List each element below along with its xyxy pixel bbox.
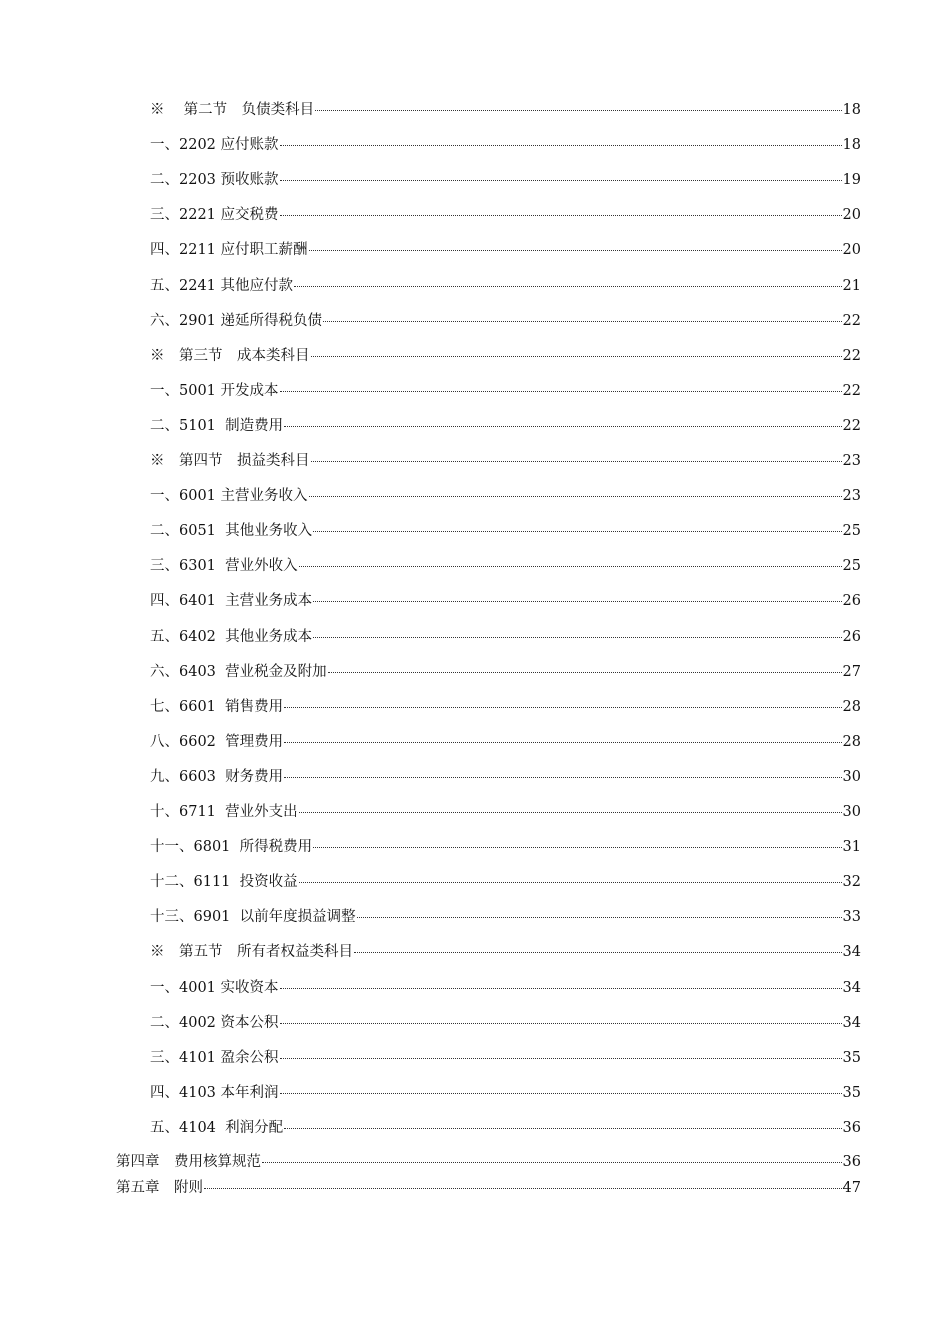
- toc-entry-title: 一、4001 实收资本: [150, 979, 279, 996]
- toc-entry-title: 一、2202 应付账款: [150, 137, 279, 154]
- toc-entry-title: 十、6711 营业外支出: [150, 804, 298, 820]
- dot-leader: [280, 1022, 842, 1024]
- toc-entry-title: 二、2203 预收账款: [150, 172, 279, 189]
- toc-entry-page-number: 19: [842, 172, 861, 189]
- toc-entry[interactable]: [150, 908, 861, 926]
- toc-entry[interactable]: [150, 663, 861, 681]
- toc-entry-title: 三、6301 营业外收入: [150, 558, 298, 575]
- toc-entry-page-number: 25: [842, 523, 861, 540]
- toc-entry-title: 四、4103 本年利润: [150, 1084, 279, 1101]
- toc-entry-page-number: 21: [842, 277, 861, 294]
- dot-leader: [284, 706, 841, 708]
- toc-entry[interactable]: [116, 1179, 861, 1197]
- toc-entry[interactable]: [150, 698, 861, 716]
- toc-entry-page-number: 35: [842, 1084, 861, 1101]
- toc-entry-page-number: 33: [842, 909, 861, 926]
- toc-entry-title: 五、4104 利润分配: [150, 1119, 284, 1136]
- toc-entry[interactable]: [116, 1153, 861, 1171]
- toc-entry-page-number: 22: [842, 347, 861, 364]
- toc-entry-title: ※ 第四节 损益类科目: [150, 453, 310, 469]
- toc-entry-title: 四、2211 应付职工薪酬: [150, 242, 308, 259]
- toc-entry-title: ※ 第五节 所有者权益类科目: [150, 944, 353, 961]
- toc-entry-page-number: 26: [842, 628, 861, 645]
- toc-entry-title: 五、2241 其他应付款: [150, 277, 294, 294]
- toc-entry-page-number: 20: [842, 242, 861, 259]
- toc-entry-page-number: 34: [842, 944, 861, 961]
- toc-entry[interactable]: [150, 1014, 861, 1032]
- dot-leader: [311, 355, 842, 357]
- toc-entry-page-number: 22: [842, 312, 861, 329]
- toc-entry[interactable]: [150, 277, 861, 295]
- toc-entry[interactable]: [150, 312, 861, 330]
- toc-entry-page-number: 34: [842, 979, 861, 996]
- toc-entry-page-number: 18: [842, 102, 861, 118]
- toc-entry-title: 一、6001 主营业务收入: [150, 488, 308, 505]
- dot-leader: [280, 144, 842, 146]
- dot-leader: [294, 285, 842, 287]
- toc-entry[interactable]: [150, 171, 861, 189]
- dot-leader: [313, 846, 841, 848]
- toc-entry[interactable]: [150, 592, 861, 610]
- dot-leader: [299, 881, 842, 883]
- toc-entry-page-number: 20: [842, 207, 861, 224]
- dot-leader: [280, 214, 842, 216]
- toc-entry[interactable]: [150, 452, 861, 470]
- toc-entry-title: 三、4101 盈余公积: [150, 1049, 279, 1066]
- dot-leader: [313, 600, 841, 602]
- toc-entry-title: 第五章 附则: [116, 1180, 203, 1196]
- dot-leader: [354, 951, 842, 953]
- toc-entry[interactable]: [150, 101, 861, 119]
- toc-entry-page-number: 31: [842, 839, 861, 856]
- toc-entry-page-number: 22: [842, 382, 861, 399]
- toc-entry[interactable]: [150, 206, 861, 224]
- toc-entry[interactable]: [150, 487, 861, 505]
- dot-leader: [328, 671, 842, 673]
- dot-leader: [299, 565, 842, 567]
- toc-entry[interactable]: [150, 417, 861, 435]
- dot-leader: [357, 916, 842, 918]
- dot-leader: [280, 179, 842, 181]
- toc-entry-page-number: 28: [842, 733, 861, 750]
- toc-entry[interactable]: [150, 873, 861, 891]
- toc-entry[interactable]: [150, 803, 861, 821]
- toc-entry-title: 六、2901 递延所得税负债: [150, 312, 323, 329]
- toc-entry-title: 第四章 费用核算规范: [116, 1154, 261, 1170]
- dot-leader: [299, 811, 842, 813]
- toc-entry-title: ※ 第二节 负债类科目: [150, 102, 315, 118]
- dot-leader: [280, 1057, 842, 1059]
- dot-leader: [315, 109, 841, 111]
- dot-leader: [313, 530, 841, 532]
- toc-entry-title: 十一、6801 所得税费用: [150, 839, 313, 856]
- toc-entry-title: 九、6603 财务费用: [150, 768, 284, 785]
- toc-entry-page-number: 47: [842, 1180, 861, 1196]
- toc-entry-title: 七、6601 销售费用: [150, 698, 284, 715]
- toc-entry-page-number: 36: [842, 1154, 861, 1170]
- toc-entry-title: 二、5101 制造费用: [150, 417, 284, 434]
- dot-leader: [311, 460, 842, 462]
- dot-leader: [309, 495, 842, 497]
- dot-leader: [280, 987, 842, 989]
- dot-leader: [323, 320, 842, 322]
- dot-leader: [280, 1092, 842, 1094]
- toc-entry-page-number: 30: [842, 804, 861, 820]
- toc-entry[interactable]: [150, 136, 861, 154]
- toc-entry[interactable]: [150, 241, 861, 259]
- toc-entry-title: 三、2221 应交税费: [150, 207, 279, 224]
- toc-entry-title: 四、6401 主营业务成本: [150, 593, 313, 610]
- toc-entry-page-number: 34: [842, 1014, 861, 1031]
- toc-entry[interactable]: [150, 768, 861, 786]
- toc-entry[interactable]: [150, 628, 861, 646]
- toc-entry-page-number: 25: [842, 558, 861, 575]
- toc-entry-page-number: 22: [842, 417, 861, 434]
- toc-entry-page-number: 35: [842, 1049, 861, 1066]
- toc-entry[interactable]: [150, 522, 861, 540]
- dot-leader: [284, 1127, 841, 1129]
- toc-entry-page-number: 27: [842, 663, 861, 680]
- dot-leader: [204, 1187, 842, 1189]
- toc-entry-title: ※ 第三节 成本类科目: [150, 347, 310, 364]
- toc-entry[interactable]: [150, 979, 861, 997]
- toc-entry-title: 十二、6111 投资收益: [150, 874, 298, 891]
- toc-entry-page-number: 32: [842, 874, 861, 891]
- toc-entry-page-number: 18: [842, 137, 861, 154]
- dot-leader: [284, 741, 841, 743]
- toc-entry-page-number: 26: [842, 593, 861, 610]
- toc-entry-page-number: 36: [842, 1119, 861, 1136]
- dot-leader: [280, 390, 842, 392]
- toc-entry[interactable]: [150, 733, 861, 751]
- toc-entry[interactable]: [150, 1049, 861, 1067]
- toc-entry[interactable]: [150, 1119, 861, 1137]
- toc-entry[interactable]: [150, 557, 861, 575]
- toc-entry[interactable]: [150, 347, 861, 365]
- toc-entry-page-number: 28: [842, 698, 861, 715]
- dot-leader: [284, 776, 841, 778]
- toc-entry-title: 八、6602 管理费用: [150, 733, 284, 750]
- toc-entry-page-number: 30: [842, 768, 861, 785]
- toc-entry-title: 二、4002 资本公积: [150, 1014, 279, 1031]
- toc-entry[interactable]: [150, 382, 861, 400]
- toc-entry-title: 十三、6901 以前年度损益调整: [150, 909, 356, 926]
- toc-entry[interactable]: [150, 1084, 861, 1102]
- toc-entry[interactable]: [150, 838, 861, 856]
- toc-entry-page-number: 23: [842, 488, 861, 505]
- toc-entry-title: 一、5001 开发成本: [150, 382, 279, 399]
- dot-leader: [262, 1161, 842, 1163]
- toc-entry-title: 六、6403 营业税金及附加: [150, 663, 327, 680]
- toc-entry[interactable]: [150, 943, 861, 961]
- toc-entry-title: 五、6402 其他业务成本: [150, 628, 313, 645]
- dot-leader: [284, 425, 841, 427]
- toc-entry-page-number: 23: [842, 453, 861, 469]
- toc-entry-title: 二、6051 其他业务收入: [150, 523, 313, 540]
- dot-leader: [313, 636, 841, 638]
- dot-leader: [309, 249, 842, 251]
